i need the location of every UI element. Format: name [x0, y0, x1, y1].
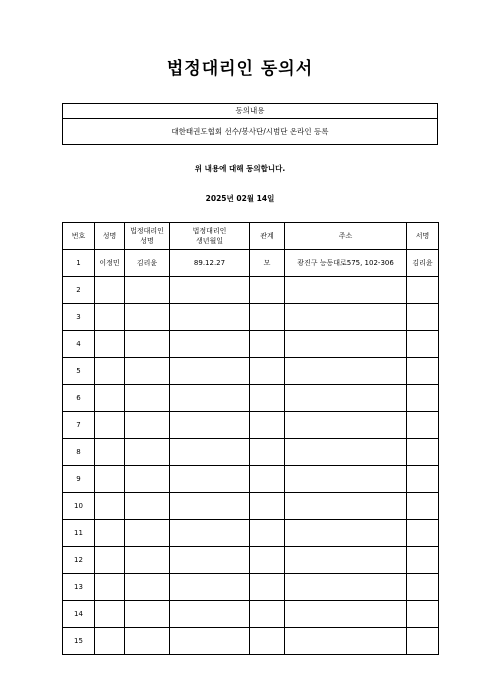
- cell-guardian-birth: [170, 439, 250, 466]
- consent-header: 동의내용: [63, 104, 437, 119]
- cell-address: [285, 493, 407, 520]
- cell-signature: [407, 628, 439, 655]
- cell-name: [95, 466, 125, 493]
- cell-address: [285, 439, 407, 466]
- consent-content: 대한태권도협회 선수/봉사단/시범단 온라인 등록: [171, 127, 329, 136]
- cell-guardian-name: [125, 358, 170, 385]
- cell-name: [95, 574, 125, 601]
- table-row: [63, 358, 439, 385]
- cell-relation: [250, 358, 285, 385]
- table-row: [63, 493, 439, 520]
- cell-relation: [250, 520, 285, 547]
- cell-name: [95, 277, 125, 304]
- consent-box: [62, 103, 438, 145]
- document-title: 법정대리인 동의서: [166, 59, 314, 79]
- cell-relation: [250, 385, 285, 412]
- cell-signature: [407, 493, 439, 520]
- cell-guardian-name: 김리윤: [125, 250, 170, 277]
- cell-guardian-name: [125, 304, 170, 331]
- cell-relation: [250, 412, 285, 439]
- cell-relation: [250, 628, 285, 655]
- cell-relation: [250, 439, 285, 466]
- header-guardian-birth-line1: 법정대리인: [192, 227, 227, 235]
- cell-signature: [407, 331, 439, 358]
- table-row: [63, 601, 439, 628]
- table-row: [63, 439, 439, 466]
- table-row: [63, 628, 439, 655]
- cell-relation: [250, 493, 285, 520]
- cell-no: 14: [63, 601, 95, 628]
- cell-name: [95, 358, 125, 385]
- header-guardian-birth: [170, 223, 250, 250]
- cell-signature: [407, 277, 439, 304]
- cell-no: 7: [63, 412, 95, 439]
- cell-name: [95, 385, 125, 412]
- cell-guardian-name: [125, 547, 170, 574]
- cell-name: [95, 547, 125, 574]
- table-row: [63, 250, 439, 277]
- cell-signature: [407, 439, 439, 466]
- cell-no: 15: [63, 628, 95, 655]
- cell-relation: 모: [250, 250, 285, 277]
- cell-relation: [250, 574, 285, 601]
- table-body: [63, 250, 439, 655]
- header-guardian-name: [125, 223, 170, 250]
- cell-signature: [407, 574, 439, 601]
- cell-no: 13: [63, 574, 95, 601]
- cell-guardian-birth: [170, 493, 250, 520]
- header-name: 성명: [95, 223, 125, 250]
- cell-guardian-birth: [170, 547, 250, 574]
- cell-no: 2: [63, 277, 95, 304]
- cell-relation: [250, 547, 285, 574]
- table-row: [63, 574, 439, 601]
- cell-address: [285, 547, 407, 574]
- cell-no: 4: [63, 331, 95, 358]
- header-no: 번호: [63, 223, 95, 250]
- cell-guardian-birth: 89.12.27: [170, 250, 250, 277]
- cell-name: [95, 331, 125, 358]
- cell-guardian-name: [125, 493, 170, 520]
- cell-signature: [407, 304, 439, 331]
- agreement-statement: 위 내용에 대해 동의합니다.: [194, 164, 286, 173]
- cell-address: [285, 358, 407, 385]
- cell-signature: [407, 547, 439, 574]
- cell-no: 10: [63, 493, 95, 520]
- cell-no: 1: [63, 250, 95, 277]
- cell-signature: [407, 520, 439, 547]
- cell-signature: [407, 385, 439, 412]
- cell-guardian-name: [125, 331, 170, 358]
- cell-relation: [250, 601, 285, 628]
- header-guardian-name-line1: 법정대리인: [130, 227, 164, 235]
- cell-guardian-name: [125, 277, 170, 304]
- cell-signature: [407, 466, 439, 493]
- cell-signature: [407, 358, 439, 385]
- cell-guardian-birth: [170, 574, 250, 601]
- cell-signature: 김리윤: [407, 250, 439, 277]
- table-header-row: [63, 223, 439, 250]
- table-row: [63, 304, 439, 331]
- cell-address: [285, 628, 407, 655]
- table-row: [63, 412, 439, 439]
- cell-guardian-birth: [170, 601, 250, 628]
- header-signature: 서명: [407, 223, 439, 250]
- cell-address: [285, 574, 407, 601]
- cell-guardian-birth: [170, 628, 250, 655]
- header-address: 주소: [285, 223, 407, 250]
- cell-name: [95, 412, 125, 439]
- cell-name: [95, 628, 125, 655]
- cell-relation: [250, 331, 285, 358]
- cell-guardian-birth: [170, 412, 250, 439]
- table-row: [63, 547, 439, 574]
- cell-guardian-name: [125, 601, 170, 628]
- cell-name: [95, 493, 125, 520]
- cell-guardian-birth: [170, 466, 250, 493]
- cell-address: [285, 601, 407, 628]
- header-guardian-birth-line2: 생년월일: [195, 237, 224, 245]
- table-row: [63, 520, 439, 547]
- cell-guardian-name: [125, 628, 170, 655]
- table-row: [63, 331, 439, 358]
- cell-relation: [250, 304, 285, 331]
- table-row: [63, 466, 439, 493]
- cell-guardian-name: [125, 574, 170, 601]
- cell-address: [285, 277, 407, 304]
- table-row: [63, 277, 439, 304]
- cell-address: 광진구 능동대로575, 102-306: [285, 250, 407, 277]
- cell-guardian-birth: [170, 304, 250, 331]
- cell-name: [95, 520, 125, 547]
- cell-guardian-name: [125, 412, 170, 439]
- cell-address: [285, 304, 407, 331]
- cell-guardian-name: [125, 385, 170, 412]
- cell-no: 6: [63, 385, 95, 412]
- cell-guardian-name: [125, 520, 170, 547]
- cell-relation: [250, 466, 285, 493]
- cell-signature: [407, 412, 439, 439]
- cell-name: [95, 304, 125, 331]
- cell-no: 12: [63, 547, 95, 574]
- header-relation: 관계: [250, 223, 285, 250]
- cell-relation: [250, 277, 285, 304]
- cell-no: 5: [63, 358, 95, 385]
- cell-guardian-name: [125, 466, 170, 493]
- cell-name: [95, 439, 125, 466]
- cell-address: [285, 466, 407, 493]
- consent-date: 2025년 02월 14일: [205, 194, 275, 203]
- header-guardian-name-line2: 성명: [140, 237, 154, 245]
- cell-guardian-birth: [170, 331, 250, 358]
- cell-no: 8: [63, 439, 95, 466]
- cell-guardian-name: [125, 439, 170, 466]
- cell-address: [285, 412, 407, 439]
- cell-address: [285, 331, 407, 358]
- cell-name: [95, 601, 125, 628]
- guardian-consent-table: [62, 222, 439, 655]
- cell-address: [285, 520, 407, 547]
- cell-guardian-birth: [170, 277, 250, 304]
- cell-signature: [407, 601, 439, 628]
- cell-name: 이정민: [95, 250, 125, 277]
- table-row: [63, 385, 439, 412]
- cell-guardian-birth: [170, 385, 250, 412]
- cell-guardian-birth: [170, 358, 250, 385]
- cell-no: 3: [63, 304, 95, 331]
- cell-no: 11: [63, 520, 95, 547]
- cell-address: [285, 385, 407, 412]
- cell-guardian-birth: [170, 520, 250, 547]
- cell-no: 9: [63, 466, 95, 493]
